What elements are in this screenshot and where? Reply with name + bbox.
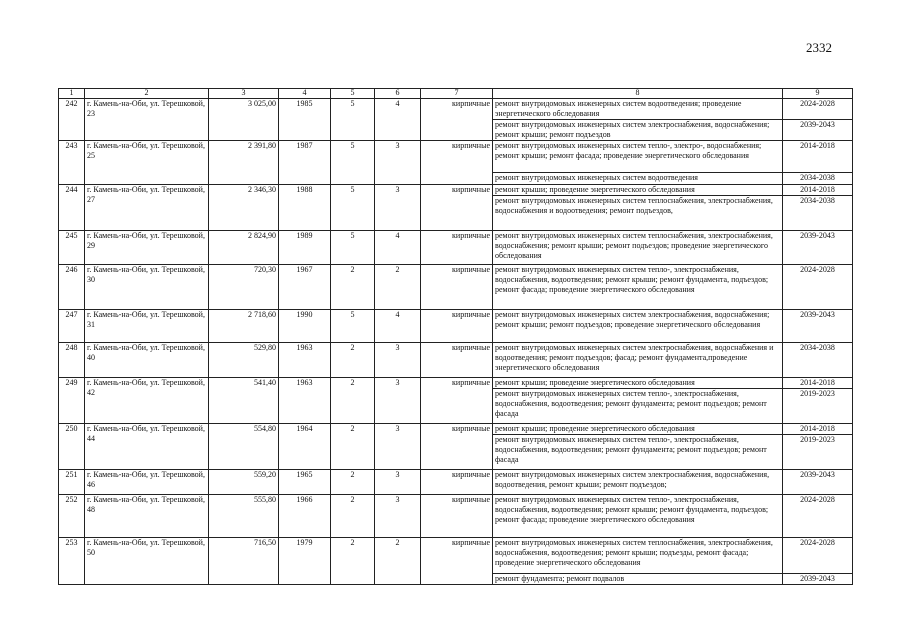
- material-cell: кирпичные: [421, 99, 493, 141]
- year-cell: 1987: [279, 141, 331, 185]
- year-cell: 1966: [279, 495, 331, 538]
- floors-cell: 2: [331, 343, 375, 378]
- work-description-cell: ремонт внутридомовых инженерных систем тепло-, электроснабжения, водоснабжения, водоотведения; ремонт крыши; ремонт фундамента, подъездов; ремонт фасада; проведение энергетического обследования: [493, 495, 783, 538]
- registry-body: [59, 99, 853, 585]
- material-cell: кирпичные: [421, 185, 493, 231]
- row-number-cell: 249: [59, 378, 85, 424]
- table-row: [59, 231, 853, 265]
- work-description-cell: ремонт внутридомовых инженерных систем тепло-, электроснабжения, водоснабжения, водоотведения; ремонт фундамента; ремонт подъездов; ремонт фасада: [493, 435, 783, 470]
- floors-cell: 5: [331, 185, 375, 231]
- year-cell: 1988: [279, 185, 331, 231]
- floors-cell: 2: [331, 265, 375, 310]
- material-cell: кирпичные: [421, 470, 493, 495]
- work-description-cell: ремонт внутридомовых инженерных систем теплоснабжения, электроснабжения, водоснабжения; ремонт крыши; ремонт подъездов; проведение энергетического обследования: [493, 231, 783, 265]
- address-cell: г. Камень-на-Оби, ул. Терешковой, 50: [85, 538, 209, 585]
- column-header: 7: [421, 89, 493, 99]
- work-description-cell: ремонт внутридомовых инженерных систем электроснабжения, водоснабжения; ремонт крыши; ремонт подъездов: [493, 120, 783, 141]
- entrances-cell: 4: [375, 99, 421, 141]
- row-number-cell: 247: [59, 310, 85, 343]
- work-description-cell: ремонт фундамента; ремонт подвалов: [493, 574, 783, 585]
- work-description-cell: ремонт крыши; проведение энергетического обследования: [493, 378, 783, 389]
- year-cell: 1990: [279, 310, 331, 343]
- work-description-cell: ремонт внутридомовых инженерных систем тепло-, электроснабжения, водоснабжения, водоотведения; ремонт фундамента; ремонт подъездов; ремонт фасада: [493, 389, 783, 424]
- floors-cell: 2: [331, 424, 375, 470]
- address-cell: г. Камень-на-Оби, ул. Терешковой, 29: [85, 231, 209, 265]
- floors-cell: 2: [331, 495, 375, 538]
- year-cell: 1963: [279, 378, 331, 424]
- period-cell: 2014-2018: [783, 141, 853, 173]
- column-header: 8: [493, 89, 783, 99]
- table-row: [59, 185, 853, 196]
- year-cell: 1964: [279, 424, 331, 470]
- material-cell: кирпичные: [421, 378, 493, 424]
- column-number-row: [59, 89, 853, 99]
- table-row: [59, 310, 853, 343]
- material-cell: кирпичные: [421, 231, 493, 265]
- column-header: 9: [783, 89, 853, 99]
- year-cell: 1979: [279, 538, 331, 585]
- work-description-cell: ремонт внутридомовых инженерных систем электроснабжения, водоснабжения и водоотведения; ремонт подъездов; фасад; ремонт фундамента,проведение энергетического обследования: [493, 343, 783, 378]
- period-cell: 2014-2018: [783, 185, 853, 196]
- period-cell: 2024-2028: [783, 99, 853, 120]
- entrances-cell: 4: [375, 231, 421, 265]
- column-header: 4: [279, 89, 331, 99]
- table-row: [59, 99, 853, 120]
- address-cell: г. Камень-на-Оби, ул. Терешковой, 27: [85, 185, 209, 231]
- area-cell: 720,30: [209, 265, 279, 310]
- row-number-cell: 251: [59, 470, 85, 495]
- entrances-cell: 3: [375, 470, 421, 495]
- entrances-cell: 3: [375, 424, 421, 470]
- address-cell: г. Камень-на-Оби, ул. Терешковой, 23: [85, 99, 209, 141]
- period-cell: 2024-2028: [783, 538, 853, 574]
- area-cell: 3 025,00: [209, 99, 279, 141]
- material-cell: кирпичные: [421, 265, 493, 310]
- period-cell: 2014-2018: [783, 424, 853, 435]
- work-description-cell: ремонт внутридомовых инженерных систем теплоснабжения, электроснабжения, водоснабжения и водоотведения; ремонт подъездов,: [493, 196, 783, 231]
- period-cell: 2034-2038: [783, 343, 853, 378]
- work-description-cell: ремонт внутридомовых инженерных систем электроснабжения, водоснабжения, водоотведения, ремонт крыши; ремонт подъездов;: [493, 470, 783, 495]
- column-header: 6: [375, 89, 421, 99]
- table-row: [59, 424, 853, 435]
- year-cell: 1967: [279, 265, 331, 310]
- material-cell: кирпичные: [421, 141, 493, 185]
- row-number-cell: 248: [59, 343, 85, 378]
- entrances-cell: 3: [375, 343, 421, 378]
- housing-registry-table: [58, 88, 853, 585]
- period-cell: 2039-2043: [783, 120, 853, 141]
- area-cell: 555,80: [209, 495, 279, 538]
- year-cell: 1985: [279, 99, 331, 141]
- table-row: [59, 265, 853, 310]
- period-cell: 2019-2023: [783, 389, 853, 424]
- entrances-cell: 2: [375, 265, 421, 310]
- period-cell: 2039-2043: [783, 574, 853, 585]
- floors-cell: 5: [331, 310, 375, 343]
- area-cell: 716,50: [209, 538, 279, 585]
- area-cell: 2 718,60: [209, 310, 279, 343]
- area-cell: 554,80: [209, 424, 279, 470]
- period-cell: 2034-2038: [783, 196, 853, 231]
- row-number-cell: 246: [59, 265, 85, 310]
- row-number-cell: 253: [59, 538, 85, 585]
- work-description-cell: ремонт внутридомовых инженерных систем тепло-, электро-, водоснабжения; ремонт крыши; ремонт фасада; проведение энергетического обследования: [493, 141, 783, 173]
- row-number-cell: 244: [59, 185, 85, 231]
- entrances-cell: 3: [375, 141, 421, 185]
- area-cell: 2 346,30: [209, 185, 279, 231]
- work-description-cell: ремонт внутридомовых инженерных систем теплоснабжения, электроснабжения, водоснабжения, водоотведения; ремонт крыши; подъезды, ремонт фасада; проведение энергетического обследования: [493, 538, 783, 574]
- floors-cell: 5: [331, 231, 375, 265]
- year-cell: 1965: [279, 470, 331, 495]
- year-cell: 1989: [279, 231, 331, 265]
- work-description-cell: ремонт внутридомовых инженерных систем электроснабжения, водоснабжения; ремонт крыши; ремонт подъездов; проведение энергетического обследования: [493, 310, 783, 343]
- address-cell: г. Камень-на-Оби, ул. Терешковой, 40: [85, 343, 209, 378]
- address-cell: г. Камень-на-Оби, ул. Терешковой, 25: [85, 141, 209, 185]
- floors-cell: 5: [331, 141, 375, 185]
- material-cell: кирпичные: [421, 538, 493, 585]
- floors-cell: 5: [331, 99, 375, 141]
- area-cell: 2 824,90: [209, 231, 279, 265]
- period-cell: 2039-2043: [783, 310, 853, 343]
- table-row: [59, 378, 853, 389]
- work-description-cell: ремонт крыши; проведение энергетического обследования: [493, 185, 783, 196]
- work-description-cell: ремонт внутридомовых инженерных систем водоотведения: [493, 173, 783, 185]
- row-number-cell: 243: [59, 141, 85, 185]
- address-cell: г. Камень-на-Оби, ул. Терешковой, 31: [85, 310, 209, 343]
- address-cell: г. Камень-на-Оби, ул. Терешковой, 48: [85, 495, 209, 538]
- table-row: [59, 141, 853, 173]
- entrances-cell: 4: [375, 310, 421, 343]
- row-number-cell: 245: [59, 231, 85, 265]
- entrances-cell: 3: [375, 378, 421, 424]
- material-cell: кирпичные: [421, 343, 493, 378]
- material-cell: кирпичные: [421, 495, 493, 538]
- period-cell: 2039-2043: [783, 231, 853, 265]
- address-cell: г. Камень-на-Оби, ул. Терешковой, 44: [85, 424, 209, 470]
- floors-cell: 2: [331, 470, 375, 495]
- material-cell: кирпичные: [421, 424, 493, 470]
- table-row: [59, 470, 853, 495]
- page-number: 2332: [806, 40, 832, 55]
- column-header: 1: [59, 89, 85, 99]
- work-description-cell: ремонт крыши; проведение энергетического обследования: [493, 424, 783, 435]
- period-cell: 2024-2028: [783, 265, 853, 310]
- row-number-cell: 250: [59, 424, 85, 470]
- column-header: 2: [85, 89, 209, 99]
- column-header: 5: [331, 89, 375, 99]
- area-cell: 2 391,80: [209, 141, 279, 185]
- floors-cell: 2: [331, 538, 375, 585]
- period-cell: 2024-2028: [783, 495, 853, 538]
- period-cell: 2014-2018: [783, 378, 853, 389]
- period-cell: 2019-2023: [783, 435, 853, 470]
- entrances-cell: 3: [375, 185, 421, 231]
- row-number-cell: 242: [59, 99, 85, 141]
- address-cell: г. Камень-на-Оби, ул. Терешковой, 42: [85, 378, 209, 424]
- row-number-cell: 252: [59, 495, 85, 538]
- entrances-cell: 2: [375, 538, 421, 585]
- table-row: [59, 495, 853, 538]
- area-cell: 529,80: [209, 343, 279, 378]
- year-cell: 1963: [279, 343, 331, 378]
- period-cell: 2039-2043: [783, 470, 853, 495]
- area-cell: 541,40: [209, 378, 279, 424]
- work-description-cell: ремонт внутридомовых инженерных систем тепло-, электроснабжения, водоснабжения, водоотведения; ремонт крыши; ремонт фундамента, подъездов; ремонт фасада; проведение энергетического обследования: [493, 265, 783, 310]
- table-row: [59, 343, 853, 378]
- column-header: 3: [209, 89, 279, 99]
- table-row: [59, 538, 853, 574]
- material-cell: кирпичные: [421, 310, 493, 343]
- work-description-cell: ремонт внутридомовых инженерных систем водоотведения; проведение энергетического обследования: [493, 99, 783, 120]
- entrances-cell: 3: [375, 495, 421, 538]
- address-cell: г. Камень-на-Оби, ул. Терешковой, 46: [85, 470, 209, 495]
- period-cell: 2034-2038: [783, 173, 853, 185]
- address-cell: г. Камень-на-Оби, ул. Терешковой, 30: [85, 265, 209, 310]
- floors-cell: 2: [331, 378, 375, 424]
- area-cell: 559,20: [209, 470, 279, 495]
